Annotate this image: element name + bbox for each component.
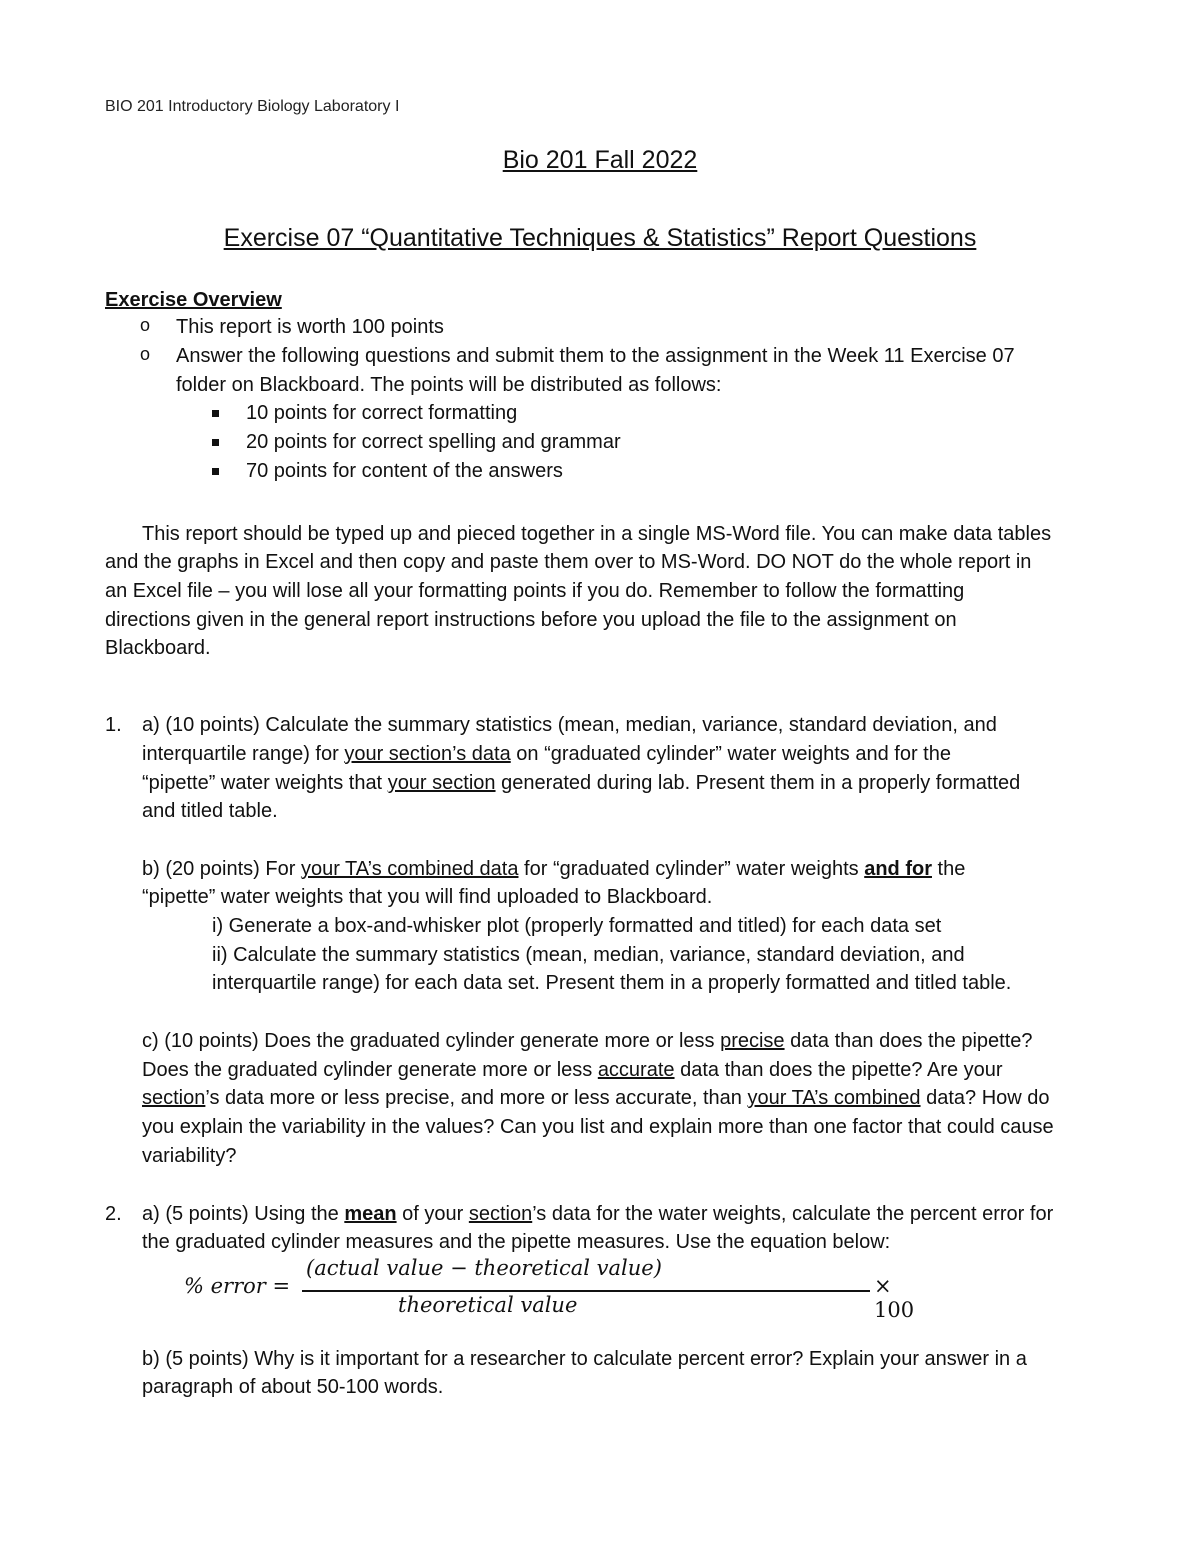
equation-numerator: (actual value − theoretical value) bbox=[306, 1256, 662, 1280]
square-bullet-icon bbox=[212, 410, 219, 417]
q1a-line: “pipette” water weights that your section generated during lab. Present them in a properly formatted bbox=[142, 772, 1021, 794]
document-title: Bio 201 Fall 2022 bbox=[502, 146, 698, 174]
points-item: 70 points for content of the answers bbox=[246, 460, 563, 482]
q2a-line: a) (5 points) Using the mean of your section’s data for the water weights, calculate the percent error for bbox=[142, 1203, 1054, 1225]
fraction-bar bbox=[302, 1290, 870, 1292]
q2a-line: the graduated cylinder measures and the pipette measures. Use the equation below: bbox=[142, 1231, 891, 1253]
q1c-line: c) (10 points) Does the graduated cylinder generate more or less precise data than does the pipette? bbox=[142, 1030, 1033, 1052]
circle-bullet-icon: o bbox=[140, 315, 151, 335]
q1b-subitem: interquartile range) for each data set. Present them in a properly formatted and titled table. bbox=[212, 972, 1012, 994]
course-header: BIO 201 Introductory Biology Laboratory I bbox=[105, 98, 400, 115]
square-bullet-icon bbox=[212, 439, 219, 446]
equation-denominator: theoretical value bbox=[398, 1293, 578, 1317]
equation-lhs: % error = bbox=[184, 1274, 291, 1298]
intro-line: an Excel file – you will lose all your formatting points if you do. Remember to follow the formatting bbox=[105, 580, 965, 602]
intro-line: and the graphs in Excel and then copy and paste them over to MS-Word. DO NOT do the whole report in bbox=[105, 551, 1032, 573]
question-number: 1. bbox=[105, 714, 122, 736]
question-number: 2. bbox=[105, 1203, 122, 1225]
square-bullet-icon bbox=[212, 468, 219, 475]
q1c-line: section’s data more or less precise, and more or less accurate, than your TA’s combined data? How do bbox=[142, 1087, 1050, 1109]
q1a-line: interquartile range) for your section’s data on “graduated cylinder” water weights and for the bbox=[142, 743, 951, 765]
overview-heading: Exercise Overview bbox=[105, 289, 282, 311]
q1a-line: a) (10 points) Calculate the summary statistics (mean, median, variance, standard deviation, and bbox=[142, 714, 997, 736]
q1b-line: “pipette” water weights that you will find uploaded to Blackboard. bbox=[142, 886, 713, 908]
percent-error-equation bbox=[184, 1256, 915, 1322]
intro-line: directions given in the general report instructions before you upload the file to the assignment on bbox=[105, 609, 957, 631]
q2b-line: paragraph of about 50-100 words. bbox=[142, 1376, 444, 1398]
q1a-line: and titled table. bbox=[142, 800, 278, 822]
intro-line: Blackboard. bbox=[105, 637, 211, 659]
intro-line: This report should be typed up and pieced together in a single MS-Word file. You can make data tables bbox=[142, 523, 1052, 545]
overview-item-continued: folder on Blackboard. The points will be distributed as follows: bbox=[176, 374, 722, 396]
equation-rhs: × 100 bbox=[874, 1274, 915, 1322]
q1c-line: you explain the variability in the values? Can you list and explain more than one factor that could cause bbox=[142, 1116, 1054, 1138]
points-item: 20 points for correct spelling and grammar bbox=[246, 431, 621, 453]
q1b-subitem: i) Generate a box-and-whisker plot (properly formatted and titled) for each data set bbox=[212, 915, 942, 937]
q1c-line: Does the graduated cylinder generate more or less accurate data than does the pipette? Are your bbox=[142, 1059, 1003, 1081]
overview-item: This report is worth 100 points bbox=[176, 316, 444, 338]
exercise-title: Exercise 07 “Quantitative Techniques & Statistics” Report Questions bbox=[223, 224, 977, 252]
q2b-line: b) (5 points) Why is it important for a researcher to calculate percent error? Explain your answer in a bbox=[142, 1348, 1027, 1370]
overview-item: Answer the following questions and submit them to the assignment in the Week 11 Exercise 07 bbox=[176, 345, 1015, 367]
q1c-line: variability? bbox=[142, 1145, 237, 1167]
points-item: 10 points for correct formatting bbox=[246, 402, 518, 424]
q1b-line: b) (20 points) For your TA’s combined data for “graduated cylinder” water weights and for the bbox=[142, 858, 966, 880]
q1b-subitem: ii) Calculate the summary statistics (mean, median, variance, standard deviation, and bbox=[212, 944, 965, 966]
circle-bullet-icon: o bbox=[140, 344, 151, 364]
